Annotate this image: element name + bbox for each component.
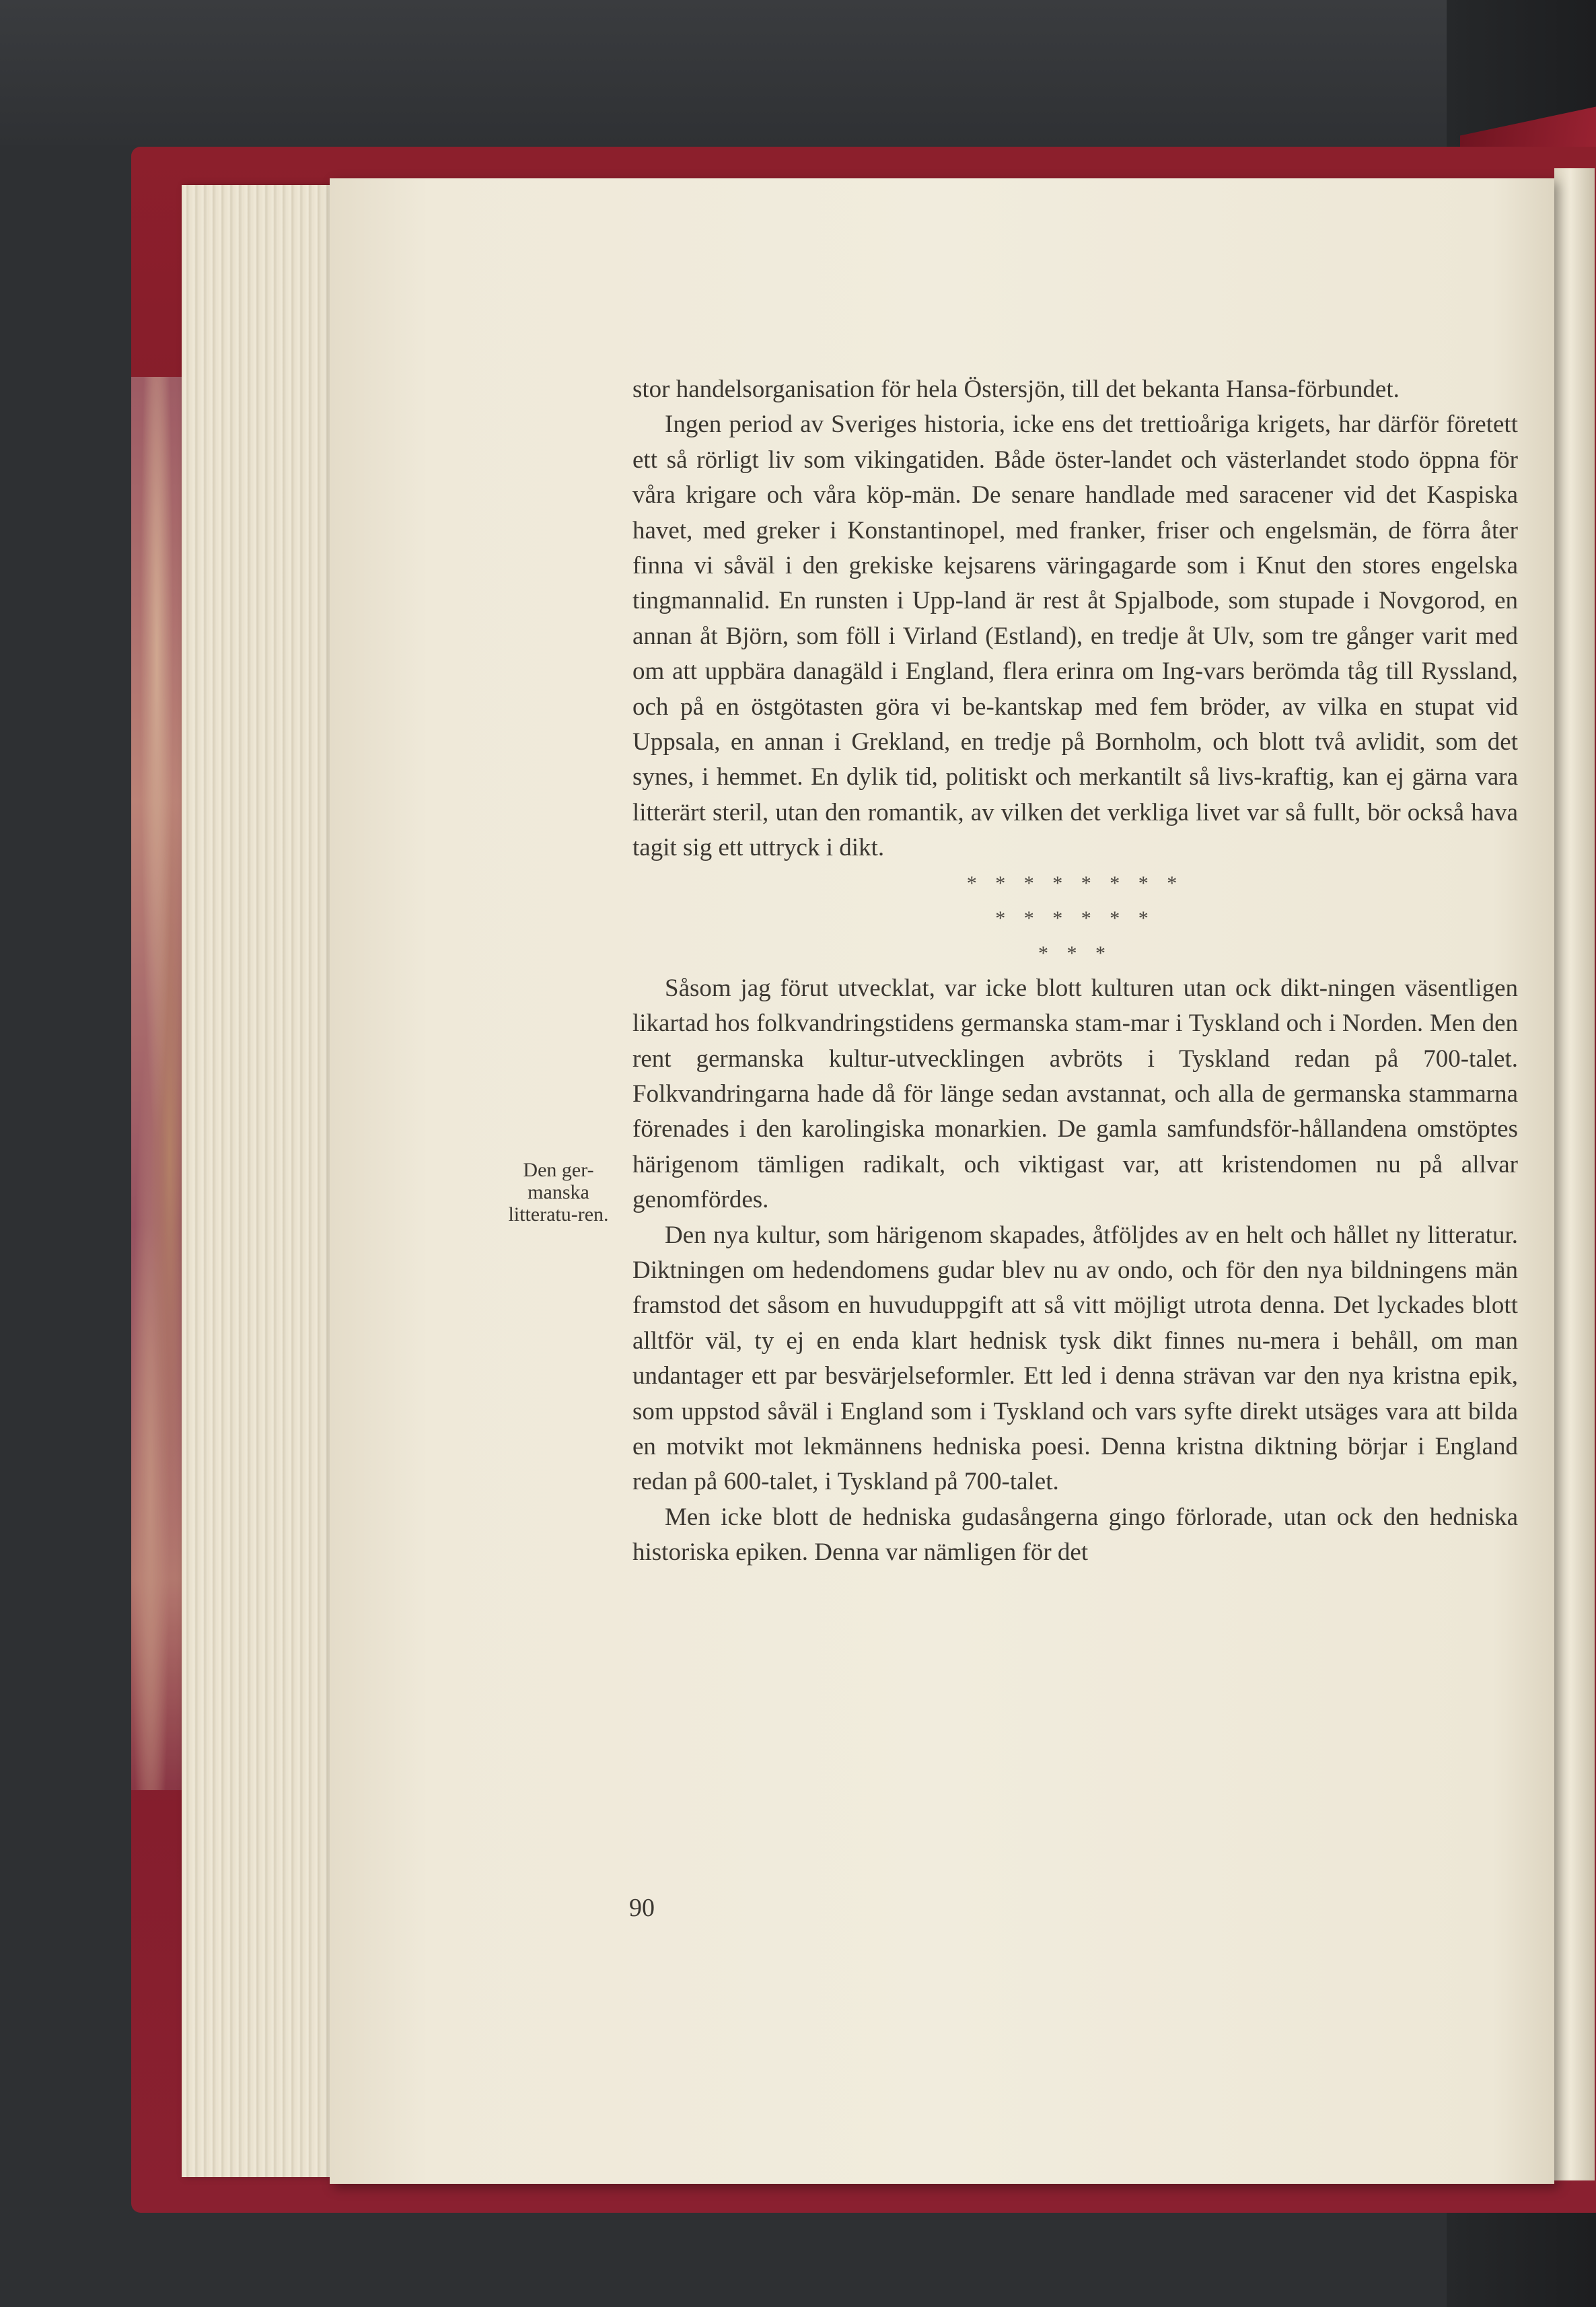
background — [0, 0, 1596, 145]
paragraph: Den nya kultur, som härigenom skapades, åtföljdes av en helt och hållet ny litteratur. Diktningen om hedendomens gudar blev nu av ondo, och för den nya bildningens män framstod det såsom en huvuduppgift att så vitt möjligt utrota denna. Det lyckades blott alltför väl, ty ej en enda klart hednisk tysk dikt finnes nu-mera i behåll, om man undantager ett par besvärjelseformler. Ett led i denna strävan var den nya kristna epik, som uppstod såväl i England som i Tyskland och vars syfte direkt utsäges vara att bilda en motvikt mot lekmännens hedniska poesi. Denna kristna diktning börjar i England redan på 600-talet, i Tyskland på 700-talet. — [632, 1221, 1518, 1496]
section-divider-stars-2: * * * * * * — [995, 907, 1155, 929]
body-text — [632, 372, 1518, 1571]
margin-note: Den ger-manska litteratu-ren. — [508, 1159, 609, 1226]
paragraph: Ingen period av Sveriges historia, icke ens det trettioåriga krigets, har därför företett ett så rörligt liv som vikingatiden. Både öster-landet och västerlandet stodo öppna för våra krigare och våra köp-män. De senare handlade med saracener vid det Kaspiska havet, med greker i Konstantinopel, med franker, friser och engelsmän, de förra åter finna vi såväl i den grekiske kejsarens väringagarde som i Knut den stores engelska tingmannalid. En runsten i Upp-land är rest åt Spjalbode, som stupade i Novgorod, en annan åt Björn, som föll i Virland (Estland), en tredje åt Ulv, som tre gånger varit med om att uppbära danagäld i England, flera erinra om Ing-vars berömda tåg till Ryssland, och på en östgötasten göra vi be-kantskap med fem bröder, av vilka en stupat vid Uppsala, en annan i Grekland, en tredje på Bornholm, och blott två avlidit, som det synes, i hemmet. En dylik tid, politiskt och merkantilt så livs-kraftig, kan ej gärna vara litterärt steril, utan den romantik, av vilken det verkliga livet var så fullt, bör också hava tagit sig ett uttryck i dikt. — [632, 411, 1518, 862]
paragraph: stor handelsorganisation för hela Östersjön, till det bekanta Hansa-förbundet. — [632, 376, 1400, 403]
section-divider-stars-3: * * * — [1038, 942, 1112, 964]
paragraph: Såsom jag förut utvecklat, var icke blott kulturen utan ock dikt-ningen väsentligen likartad hos folkvandringstidens germanska stam-mar i Tyskland och i Norden. Men den rent germanska kultur-utvecklingen avbröts i Tyskland redan på 700-talet. Folkvandringarna hade då för länge sedan avstannat, och alla de germanska stammarna förenades i den karolingiska monarkien. De gamla samfundsför-hållandena omstöptes härigenom tämligen radikalt, och viktigast var, att kristendomen nu på allvar genomfördes. — [632, 974, 1518, 1214]
page-number: 90 — [629, 1894, 655, 1922]
page-edge — [1554, 168, 1595, 2180]
section-divider-stars-1: * * * * * * * * — [966, 872, 1184, 894]
page-stack — [182, 185, 350, 2177]
paragraph: Men icke blott de hedniska gudasångerna gingo förlorade, utan ock den hedniska historiska epiken. Denna var nämligen för det — [632, 1503, 1518, 1567]
